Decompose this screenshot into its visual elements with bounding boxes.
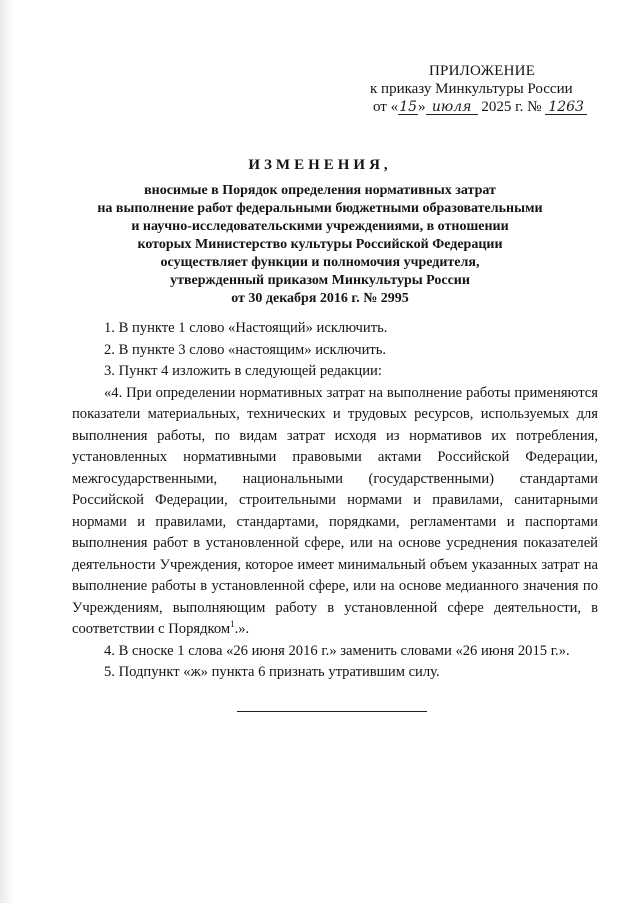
- subtitle-line: осуществляет функции и полномочия учредителя,: [160, 255, 480, 270]
- quoted-ending: .».: [234, 621, 250, 637]
- subtitle-line: от 30 декабря 2016 г. № 2995: [231, 291, 409, 306]
- appendix-title: ПРИЛОЖЕНИЕ: [429, 63, 536, 79]
- list-item: 2. В пункте 3 слово «настоящим» исключить.: [104, 341, 387, 358]
- date-quote-close: »: [418, 99, 426, 115]
- subtitle-line: на выполнение работ федеральными бюджетными образовательными: [97, 201, 543, 216]
- list-item: 3. Пункт 4 изложить в следующей редакции:: [104, 363, 382, 379]
- quoted-text: «4. При определении нормативных затрат на выполнение работы применяются показатели материальных, технических и трудовых ресурсов, используемых для выполнения работы, по видам затрат исходя из нормативов их потребления, установленных нормативными правовыми актами Российской Федерации, межгосударственными, национальными (государственными) стандартами Российской Федерации, строительными нормами и правилами, санитарными нормами и правилами, стандартами, порядками, регламентами и паспортами выполнения работ в установленной сфере, или на основе усреднения показателей деятельности Учреждения, которое имеет минимальный объем указанных затрат на выполнение работы в установленной сфере, или на основе медианного значения по Учреждениям, выполняющим работу в установленной сфере деятельности, в соответствии с Порядком: [72, 384, 598, 637]
- appendix-date-line: [360, 98, 630, 116]
- date-prefix: от «: [373, 99, 399, 115]
- handwritten-day: 15: [399, 99, 418, 115]
- document-heading: [40, 156, 600, 308]
- subtitle-line: которых Министерство культуры Российской Федерации: [137, 237, 503, 252]
- list-item: 4. В сноске 1 слова «26 июня 2016 г.» заменить словами «26 июня 2015 г.».: [104, 642, 570, 659]
- list-item: 5. Подпункт «ж» пункта 6 признать утратившим силу.: [104, 664, 440, 680]
- date-year: 2025 г. №: [481, 99, 542, 115]
- appendix-order-line: к приказу Минкультуры России: [370, 81, 573, 97]
- footnote-mark: 1: [230, 619, 235, 630]
- scan-edge-shadow: [0, 0, 14, 903]
- handwritten-month: июля: [426, 100, 478, 115]
- subtitle-line: вносимые в Порядок определения нормативных затрат: [144, 183, 496, 198]
- document-body: [72, 318, 598, 684]
- appendix-block: [360, 62, 630, 116]
- end-divider-line: [237, 711, 427, 712]
- subtitle-line: и научно-исследовательскими учреждениями, в отношении: [131, 219, 509, 234]
- list-item: 1. В пункте 1 слово «Настоящий» исключить.: [104, 320, 388, 336]
- heading-title: ИЗМЕНЕНИЯ,: [248, 157, 392, 173]
- quoted-paragraph: [72, 383, 598, 641]
- subtitle-line: утвержденный приказом Минкультуры России: [170, 273, 470, 288]
- handwritten-order-number: 1263: [545, 100, 587, 115]
- heading-subtitle: [40, 182, 600, 308]
